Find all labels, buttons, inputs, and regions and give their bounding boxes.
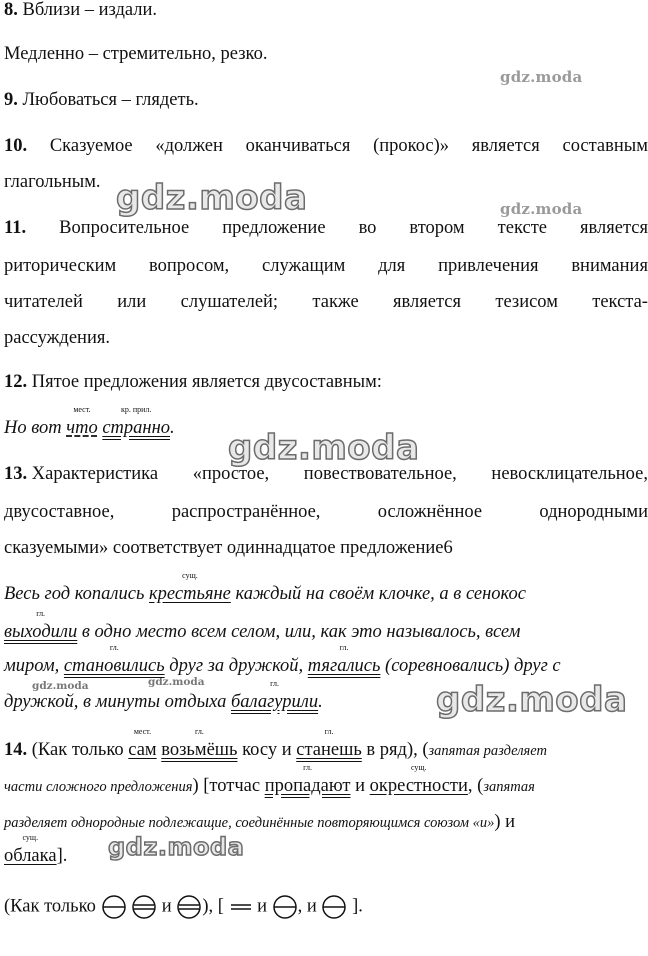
example-text: дружкой, в минуты отдыха xyxy=(4,692,231,712)
word: втором xyxy=(409,218,465,238)
grammar-label: гл. xyxy=(303,763,313,772)
example-13-line3 xyxy=(4,643,561,677)
annotated-word xyxy=(128,727,157,761)
annotated-word xyxy=(230,679,319,713)
annotated-word xyxy=(369,763,468,797)
predicate-circle-icon xyxy=(131,894,157,920)
subject-circle-icon xyxy=(101,894,127,920)
grammar-label: кр. прил. xyxy=(120,405,152,414)
subject-word: облака xyxy=(4,846,57,866)
answer-text: в ряд), ( xyxy=(361,740,429,760)
answer-text: (Как только xyxy=(31,740,129,760)
word: Вопросительное xyxy=(59,218,190,238)
answer-14-line4 xyxy=(4,833,68,867)
grammar-label: гл. xyxy=(36,609,46,618)
answer-13 xyxy=(4,464,648,485)
word: предложение xyxy=(222,218,326,238)
comment-text: запятая разделяет xyxy=(428,743,548,759)
example-text: . xyxy=(170,418,175,438)
answer-13-line3 xyxy=(4,538,453,559)
example-text: Весь год копались xyxy=(4,584,150,604)
predicate-word: станешь xyxy=(296,740,362,760)
scheme-text: и xyxy=(257,896,268,917)
watermark: gdz.moda xyxy=(148,676,205,688)
word: однородными xyxy=(539,502,648,522)
sentence-scheme xyxy=(4,894,363,920)
comment-text: части сложного предложения xyxy=(4,779,193,795)
word: текста- xyxy=(592,292,648,312)
answer-14-line2 xyxy=(4,763,535,797)
watermark: gdz.moda xyxy=(32,680,89,692)
annotated-word xyxy=(161,727,238,761)
answer-14 xyxy=(4,727,548,761)
answer-text: глагольным. xyxy=(4,172,101,192)
example-13-line2 xyxy=(4,609,521,643)
grammar-label: гл. xyxy=(194,727,204,736)
annotated-word xyxy=(296,727,362,761)
watermark: gdz.moda xyxy=(116,178,308,218)
answer-13-line2 xyxy=(4,502,648,523)
answer-text: сказуемыми» соответствует одиннадцатое предложение6 xyxy=(4,538,453,558)
word: «должен xyxy=(155,136,223,156)
answer-14-line3 xyxy=(4,812,515,833)
comment-text: запятая xyxy=(483,779,535,795)
word: Характеристика xyxy=(31,464,159,484)
predicate-word: тягались xyxy=(307,656,381,676)
word: является xyxy=(471,136,540,156)
predicate-word: выходили xyxy=(4,622,78,642)
predicate-double-line-icon xyxy=(229,897,253,917)
word: читателей xyxy=(4,292,83,312)
word: риторическим xyxy=(4,256,117,276)
watermark: gdz.moda xyxy=(436,680,628,720)
scheme-text: , и xyxy=(297,896,317,917)
word: (прокос)» xyxy=(373,136,450,156)
word: во xyxy=(358,218,377,238)
item-number: 13. xyxy=(4,464,28,484)
scheme-text: ), [ xyxy=(202,896,224,917)
answer-text: и xyxy=(350,776,370,796)
example-text: . xyxy=(318,692,323,712)
answer-text: ) и xyxy=(494,812,516,832)
word: повествовательное, xyxy=(303,464,457,484)
word: Сказуемое xyxy=(49,136,133,156)
answer-11 xyxy=(4,218,648,239)
annotated-word xyxy=(149,571,231,605)
example-13-line1 xyxy=(4,571,526,605)
predicate-circle-icon xyxy=(176,894,202,920)
answer-text: , ( xyxy=(467,776,484,796)
watermark: gdz.moda xyxy=(228,428,420,468)
word: слушателей; xyxy=(180,292,279,312)
annotated-word xyxy=(102,405,171,439)
word: осложнённое xyxy=(377,502,483,522)
word: невосклицательное, xyxy=(491,464,648,484)
item-number: 11. xyxy=(4,218,27,238)
word: является xyxy=(580,218,648,238)
subject-word: сам xyxy=(128,740,157,760)
word: является xyxy=(393,292,462,312)
grammar-label: мест. xyxy=(133,727,152,736)
grammar-label: мест. xyxy=(73,405,91,414)
answer-text: ]. xyxy=(56,846,68,866)
example-text: друг за дружкой, xyxy=(164,656,308,676)
grammar-label: гл. xyxy=(270,679,279,688)
answer-text: косу и xyxy=(237,740,297,760)
comment-text: разделяет однородные подлежащие, соединённые повторяющимся союзом «и» xyxy=(4,815,495,831)
answer-9 xyxy=(4,90,199,111)
example-12 xyxy=(4,405,175,439)
grammar-label: сущ. xyxy=(22,833,39,842)
subject-circle-icon xyxy=(321,894,347,920)
answer-text: Вблизи – издали. xyxy=(22,0,158,20)
word: также xyxy=(312,292,359,312)
example-text: в одно место всем селом, или, как это называлось, всем xyxy=(77,622,521,642)
predicate-word: становились xyxy=(63,656,165,676)
watermark: gdz.moda xyxy=(500,200,583,218)
answer-10 xyxy=(4,136,648,157)
annotated-word xyxy=(66,405,98,439)
grammar-label: гл. xyxy=(324,727,334,736)
watermark: gdz.moda xyxy=(500,68,583,86)
word: «простое, xyxy=(192,464,270,484)
word: оканчиваться xyxy=(245,136,351,156)
predicate-word: пропадают xyxy=(264,776,351,796)
answer-8-line2 xyxy=(4,44,267,65)
subject-word: что xyxy=(66,418,98,438)
answer-text: ) [тотчас xyxy=(192,776,265,796)
item-number: 14. xyxy=(4,740,28,760)
word: тезисом xyxy=(495,292,558,312)
subject-word: окрестности xyxy=(369,776,468,796)
example-text: каждый на своём клочке, а в сенокос xyxy=(230,584,526,604)
annotated-word xyxy=(4,833,57,867)
item-number: 10. xyxy=(4,136,28,156)
scheme-text: и xyxy=(161,896,172,917)
annotated-word xyxy=(63,643,165,677)
predicate-word: возьмёшь xyxy=(161,740,238,760)
grammar-label: сущ. xyxy=(410,763,427,772)
answer-text: Пятое предложения является двусоставным: xyxy=(31,372,382,392)
item-number: 8. xyxy=(4,0,18,20)
annotated-word xyxy=(264,763,351,797)
annotated-word xyxy=(4,609,78,643)
word: распространённое, xyxy=(171,502,321,522)
watermark: gdz.moda xyxy=(108,833,245,861)
answer-text: рассуждения. xyxy=(4,328,110,348)
word: или xyxy=(117,292,147,312)
answer-11-line4 xyxy=(4,328,110,349)
word: внимания xyxy=(571,256,648,276)
answer-8 xyxy=(4,0,157,21)
scheme-text: ]. xyxy=(352,896,363,917)
grammar-label: гл. xyxy=(339,643,349,652)
answer-10-line2 xyxy=(4,172,101,193)
word: тексте xyxy=(497,218,547,238)
predicate-word: странно xyxy=(102,418,171,438)
item-number: 12. xyxy=(4,372,28,392)
scheme-text: (Как только xyxy=(4,896,96,917)
example-text: миром, xyxy=(4,656,64,676)
predicate-word: балагурили xyxy=(230,692,319,712)
subject-word: крестьяне xyxy=(149,584,231,604)
word: двусоставное, xyxy=(4,502,115,522)
word: для xyxy=(378,256,406,276)
answer-11-line3 xyxy=(4,292,648,313)
grammar-label: сущ. xyxy=(182,571,198,580)
example-text: (соревновались) друг с xyxy=(380,656,561,676)
answer-text: Медленно – стремительно, резко. xyxy=(4,44,268,64)
answer-11-line2 xyxy=(4,256,648,277)
subject-circle-icon xyxy=(272,894,298,920)
answer-text: Любоваться – глядеть. xyxy=(22,90,199,110)
word: составным xyxy=(562,136,648,156)
annotated-word xyxy=(307,643,381,677)
item-number: 9. xyxy=(4,90,18,110)
word: вопросом, xyxy=(149,256,230,276)
grammar-label: гл. xyxy=(109,643,119,652)
answer-12 xyxy=(4,372,382,393)
example-text: Но вот xyxy=(4,418,67,438)
word: привлечения xyxy=(438,256,539,276)
word: служащим xyxy=(262,256,346,276)
